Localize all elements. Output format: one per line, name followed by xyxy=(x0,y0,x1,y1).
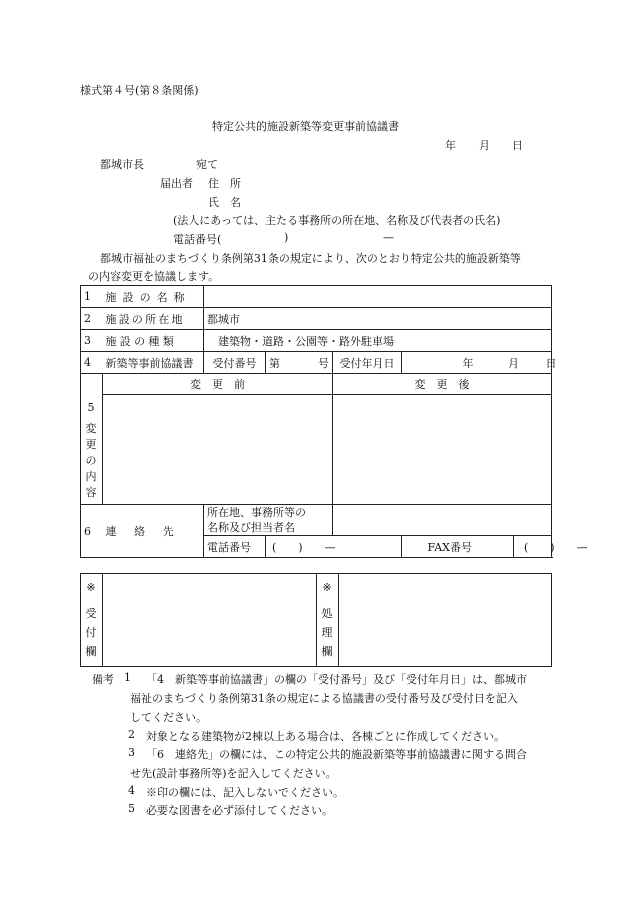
facility-location-row xyxy=(81,308,552,330)
intro-line-1: 都城市福祉のまちづくり条例第31条の規定により、次のとおり特定公共的施設新築等 xyxy=(100,252,521,265)
before-change-area[interactable] xyxy=(103,395,333,505)
receipt-area xyxy=(103,574,317,667)
note-4-number: 4 xyxy=(128,784,135,797)
receipt-no-suffix: 号 xyxy=(318,356,329,370)
prior-consultation-row xyxy=(81,352,552,374)
change-header-row xyxy=(81,374,552,395)
processing-label-cell xyxy=(317,574,339,667)
before-change-header: 変 更 前 xyxy=(103,374,333,395)
phone-close: ) xyxy=(284,231,289,244)
date-year: 年 xyxy=(445,139,456,152)
change-content-label xyxy=(81,374,103,505)
note-4-line-1: ※印の欄には、記入しないでください。 xyxy=(146,786,344,799)
note-5-number: 5 xyxy=(128,802,135,815)
row-number: 2 xyxy=(81,308,103,330)
facility-location-label: 施設の所在地 xyxy=(103,308,204,330)
note-1-number: 1 xyxy=(124,671,131,684)
addressee: 都城市長 xyxy=(100,158,144,171)
facility-type-options[interactable]: 建築物・道路・公園等・路外駐車場 xyxy=(204,330,552,352)
note-2-line-1: 対象となる建築物が2棟以上ある場合は、各棟ごとに作成してください。 xyxy=(146,730,505,743)
receipt-number-field[interactable] xyxy=(266,352,333,374)
contact-phone-field[interactable]: ( ) — xyxy=(266,536,402,558)
change-row-number: 5 xyxy=(87,401,95,414)
facility-name-value[interactable] xyxy=(204,286,552,308)
phone-label: 電話番号( xyxy=(173,233,222,246)
receipt-date-day: 日 xyxy=(545,356,557,370)
change-content-vertical-label: 変 更 の 内 容 xyxy=(85,422,97,499)
facility-type-label: 施設の種類 xyxy=(103,330,204,352)
note-5-line-1: 必要な図書を必ず添付してください。 xyxy=(146,804,333,817)
receipt-label-cell xyxy=(81,574,103,667)
date-month: 月 xyxy=(479,139,490,152)
notes-label: 備考 xyxy=(92,673,114,686)
note-1-line-1: 「4 新築等事前協議書」の欄の「受付番号」及び「受付年月日」は、都城市 xyxy=(146,673,527,686)
processing-vertical-label: 処 理 欄 xyxy=(321,607,333,658)
applicant-label: 届出者 xyxy=(160,177,193,190)
facility-type-row xyxy=(81,330,552,352)
office-use-table xyxy=(80,573,552,667)
note-1-line-2: 福祉のまちづくり条例第31条の規定による協議書の受付番号及び受付日を記入 xyxy=(130,692,518,705)
consultation-form-table xyxy=(80,285,588,558)
processing-mark: ※ xyxy=(322,581,332,594)
intro-line-2: の内容変更を協議します。 xyxy=(88,270,220,283)
contact-fax-field[interactable]: ( ) — xyxy=(514,536,552,558)
receipt-mark: ※ xyxy=(86,581,96,594)
receipt-date-label: 受付年月日 xyxy=(333,352,402,374)
contact-label: 連絡先 xyxy=(103,505,204,558)
form-number: 様式第４号(第８条関係) xyxy=(80,84,199,97)
date-day: 日 xyxy=(512,139,523,152)
contact-fax-label: FAX番号 xyxy=(427,540,472,554)
change-content-row xyxy=(81,395,552,505)
note-1-line-3: してください。 xyxy=(130,711,207,724)
page-title: 特定公共的施設新築等変更事前協議書 xyxy=(212,120,399,133)
prior-consultation-label: 新築等事前協議書 xyxy=(103,352,204,374)
note-2-number: 2 xyxy=(128,728,135,741)
row-number: 3 xyxy=(81,330,103,352)
note-3-line-1: 「6 連絡先」の欄には、この特定公共的施設新築等事前協議書に関する問合 xyxy=(146,748,527,761)
facility-location-value[interactable]: 都城市 xyxy=(204,308,552,330)
facility-name-label: 施設の名称 xyxy=(103,286,204,308)
contact-address-name-label: 所在地、事務所等の 名称及び担当者名 xyxy=(204,505,333,536)
addressee-suffix: 宛て xyxy=(196,158,218,171)
receipt-date-field[interactable] xyxy=(402,352,557,374)
receipt-no-prefix: 第 xyxy=(269,356,280,370)
contact-fax-label-cell xyxy=(402,536,514,558)
contact-address-name-field[interactable] xyxy=(333,505,552,536)
facility-name-row xyxy=(81,286,552,308)
address-label: 住 所 xyxy=(208,177,241,190)
after-change-area[interactable] xyxy=(333,395,552,505)
receipt-date-month: 月 xyxy=(508,356,519,370)
contact-row-1 xyxy=(81,505,552,536)
note-3-number: 3 xyxy=(128,746,135,759)
processing-area xyxy=(339,574,552,667)
row-number: 6 xyxy=(81,505,103,558)
phone-dash: — xyxy=(383,231,394,244)
row-number: 1 xyxy=(81,286,103,308)
receipt-date-year: 年 xyxy=(462,356,474,370)
receipt-vertical-label: 受 付 欄 xyxy=(85,607,97,658)
receipt-number-label: 受付番号 xyxy=(204,352,266,374)
corporate-note: (法人にあっては、主たる事務所の所在地、名称及び代表者の氏名) xyxy=(173,214,501,227)
contact-phone-label: 電話番号 xyxy=(204,536,266,558)
row-number: 4 xyxy=(81,352,103,374)
note-3-line-2: せ先(設計事務所等)を記入してください。 xyxy=(130,767,337,780)
after-change-header: 変 更 後 xyxy=(333,374,552,395)
name-label: 氏 名 xyxy=(208,196,241,209)
